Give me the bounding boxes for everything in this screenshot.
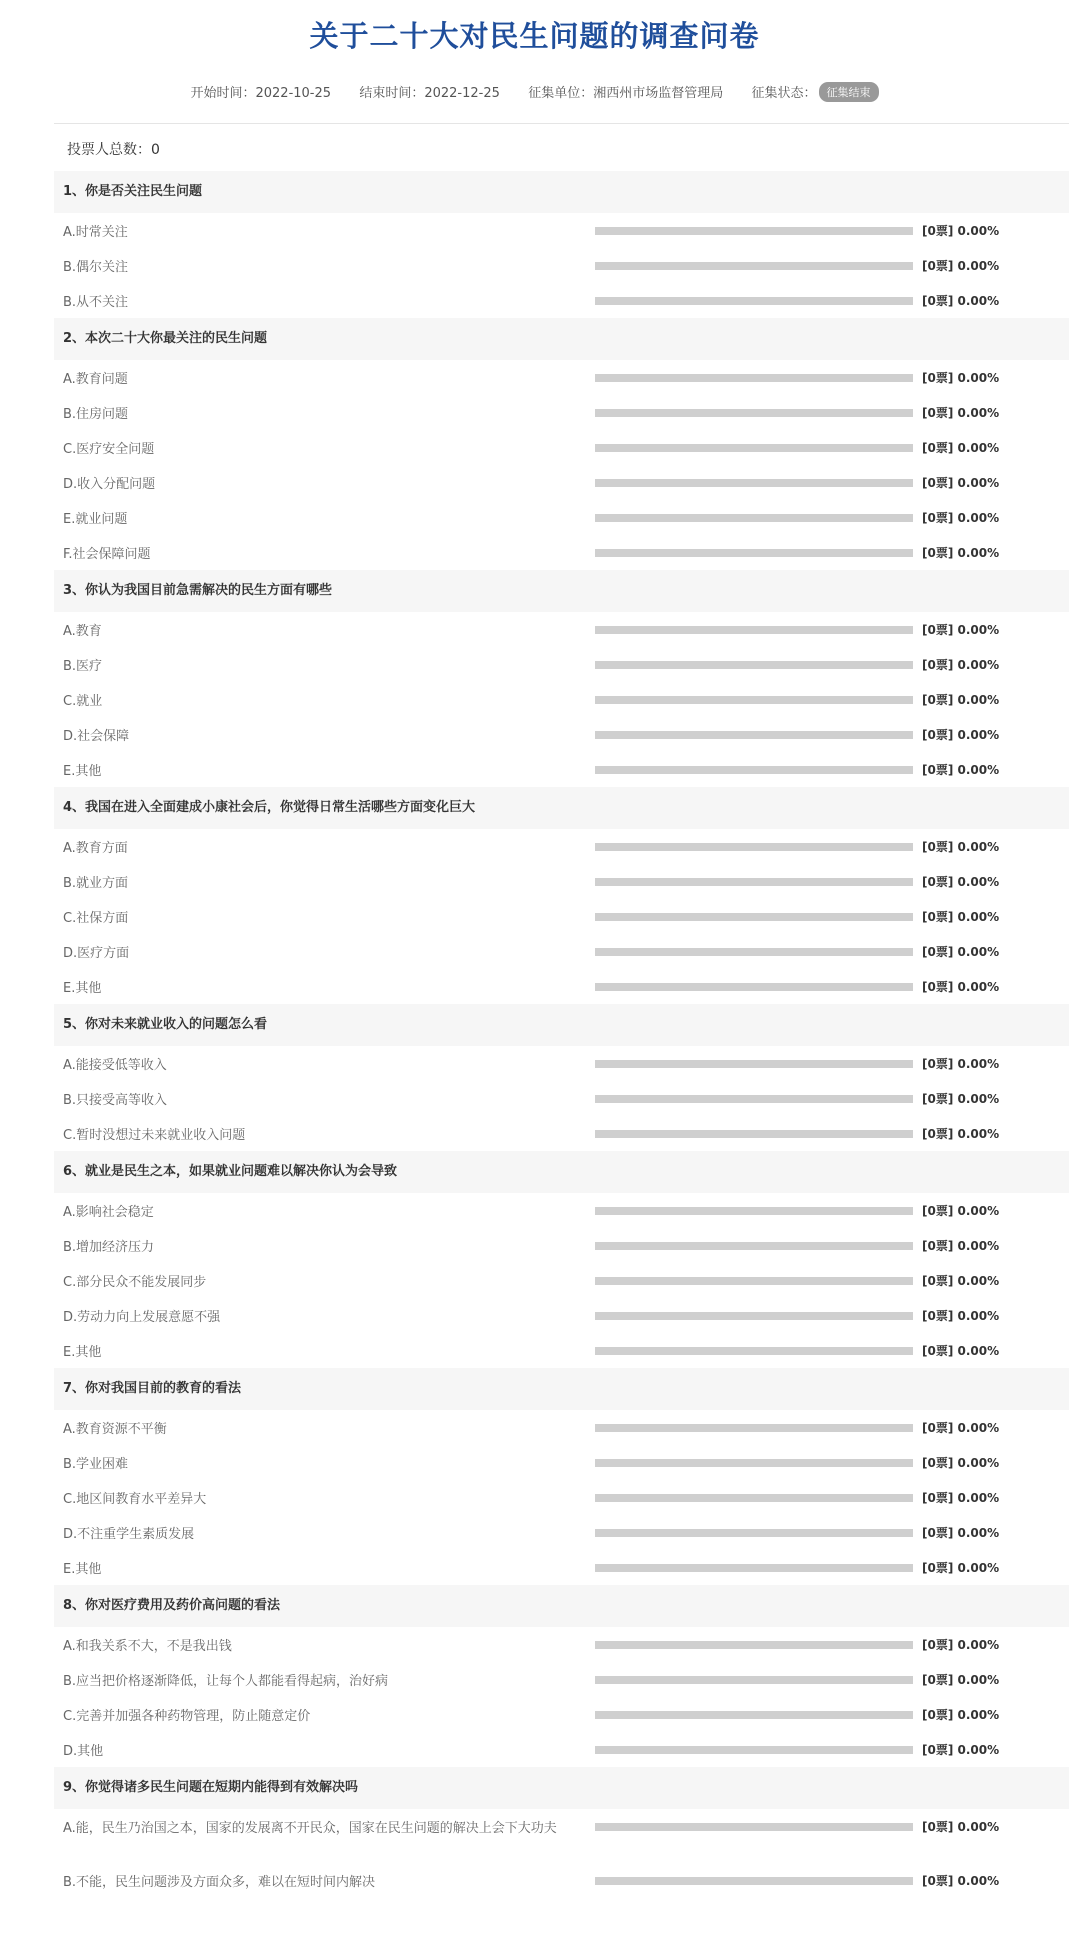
vote-progress-bar [595, 1564, 913, 1572]
vote-progress-bar [595, 1877, 913, 1885]
vote-stat [922, 1125, 999, 1142]
option-row [54, 248, 1069, 283]
option-label: D.其他 [63, 1744, 104, 1759]
vote-percent: 0.00% [957, 406, 1000, 420]
vote-count: [0票] [922, 980, 954, 994]
vote-stat [922, 761, 999, 778]
vote-progress-bar [595, 1676, 913, 1684]
vote-progress-bar [595, 1207, 913, 1215]
vote-progress-bar [595, 1095, 913, 1103]
vote-stat [922, 439, 999, 456]
question-block [54, 1585, 1069, 1767]
vote-progress-bar [595, 661, 913, 669]
question-title: 5、你对未来就业收入的问题怎么看 [54, 1004, 1069, 1046]
vote-count: [0票] [922, 1344, 954, 1358]
vote-count: [0票] [922, 875, 954, 889]
option-label: C.完善并加强各种药物管理，防止随意定价 [63, 1709, 311, 1724]
option-row [54, 213, 1069, 248]
question-title: 9、你觉得诸多民生问题在短期内能得到有效解决吗 [54, 1767, 1069, 1809]
vote-stat [922, 656, 999, 673]
question-block [54, 171, 1069, 318]
question-block [54, 318, 1069, 570]
vote-stat [922, 1454, 999, 1471]
vote-stat [922, 222, 999, 239]
option-label: A.能，民生乃治国之本，国家的发展离不开民众，国家在民生问题的解决上会下大功夫 [63, 1821, 557, 1836]
vote-stat [922, 369, 999, 386]
vote-percent: 0.00% [957, 875, 1000, 889]
option-label: B.应当把价格逐渐降低，让每个人都能看得起病，治好病 [63, 1674, 389, 1689]
option-row [54, 899, 1069, 934]
vote-count: [0票] [922, 1057, 954, 1071]
vote-percent: 0.00% [957, 840, 1000, 854]
option-row [54, 500, 1069, 535]
vote-count: [0票] [922, 224, 954, 238]
header-divider [54, 123, 1069, 124]
vote-progress-bar [595, 731, 913, 739]
vote-stat [922, 544, 999, 561]
question-title: 8、你对医疗费用及药价高问题的看法 [54, 1585, 1069, 1627]
question-title: 6、就业是民生之本，如果就业问题难以解决你认为会导致 [54, 1151, 1069, 1193]
vote-count: [0票] [922, 1309, 954, 1323]
vote-percent: 0.00% [957, 1204, 1000, 1218]
collecting-unit-value: 湘西州市场监督管理局 [593, 86, 724, 101]
end-time-label: 结束时间： [359, 86, 425, 101]
vote-percent: 0.00% [957, 693, 1000, 707]
option-label: B.学业困难 [63, 1457, 129, 1472]
vote-count: [0票] [922, 1239, 954, 1253]
vote-stat [922, 1872, 999, 1889]
vote-progress-bar [595, 843, 913, 851]
option-label: B.不能，民生问题涉及方面众多，难以在短时间内解决 [63, 1875, 376, 1890]
option-row [54, 1228, 1069, 1263]
vote-count: [0票] [922, 1820, 954, 1834]
vote-percent: 0.00% [957, 224, 1000, 238]
option-row [54, 430, 1069, 465]
vote-percent: 0.00% [957, 1526, 1000, 1540]
vote-stat [922, 1671, 999, 1688]
option-row [54, 1480, 1069, 1515]
option-label: E.其他 [63, 764, 102, 779]
vote-stat [922, 1342, 999, 1359]
vote-percent: 0.00% [957, 1561, 1000, 1575]
vote-count: [0票] [922, 693, 954, 707]
vote-stat [922, 1307, 999, 1324]
option-label: E.其他 [63, 981, 102, 996]
vote-count: [0票] [922, 1092, 954, 1106]
question-title: 4、我国在进入全面建成小康社会后，你觉得日常生活哪些方面变化巨大 [54, 787, 1069, 829]
question-title: 1、你是否关注民生问题 [54, 171, 1069, 213]
option-label: B.从不关注 [63, 295, 129, 310]
option-label: A.教育 [63, 624, 102, 639]
option-row [54, 1081, 1069, 1116]
vote-percent: 0.00% [957, 1057, 1000, 1071]
option-label: B.医疗 [63, 659, 103, 674]
vote-stat [922, 1706, 999, 1723]
option-label: D.收入分配问题 [63, 477, 156, 492]
option-label: B.增加经济压力 [63, 1240, 155, 1255]
vote-percent: 0.00% [957, 1874, 1000, 1888]
option-row [54, 1046, 1069, 1081]
vote-count: [0票] [922, 1561, 954, 1575]
option-label: A.和我关系不大，不是我出钱 [63, 1639, 232, 1654]
question-block [54, 1767, 1069, 1898]
option-label: D.医疗方面 [63, 946, 130, 961]
option-row [54, 360, 1069, 395]
vote-stat [922, 509, 999, 526]
option-label: A.教育资源不平衡 [63, 1422, 167, 1437]
vote-count: [0票] [922, 476, 954, 490]
vote-percent: 0.00% [957, 763, 1000, 777]
option-row [54, 1550, 1069, 1585]
vote-percent: 0.00% [957, 945, 1000, 959]
option-row [54, 1809, 1069, 1863]
question-block [54, 1151, 1069, 1368]
question-block [54, 787, 1069, 1004]
vote-count: [0票] [922, 1274, 954, 1288]
vote-progress-bar [595, 1823, 913, 1831]
vote-count: [0票] [922, 259, 954, 273]
option-row [54, 752, 1069, 787]
vote-percent: 0.00% [957, 371, 1000, 385]
vote-stat [922, 1818, 999, 1835]
option-label: A.教育问题 [63, 372, 128, 387]
vote-progress-bar [595, 1312, 913, 1320]
vote-stat [922, 691, 999, 708]
vote-percent: 0.00% [957, 1344, 1000, 1358]
vote-progress-bar [595, 948, 913, 956]
vote-progress-bar [595, 1060, 913, 1068]
vote-count: [0票] [922, 1421, 954, 1435]
vote-count: [0票] [922, 1204, 954, 1218]
vote-progress-bar [595, 1347, 913, 1355]
vote-percent: 0.00% [957, 1638, 1000, 1652]
vote-percent: 0.00% [957, 1743, 1000, 1757]
vote-stat [922, 474, 999, 491]
vote-count: [0票] [922, 728, 954, 742]
vote-percent: 0.00% [957, 259, 1000, 273]
vote-progress-bar [595, 514, 913, 522]
option-row [54, 1662, 1069, 1697]
vote-count: [0票] [922, 1526, 954, 1540]
option-label: D.不注重学生素质发展 [63, 1527, 195, 1542]
vote-progress-bar [595, 374, 913, 382]
vote-progress-bar [595, 262, 913, 270]
vote-progress-bar [595, 983, 913, 991]
vote-stat [922, 621, 999, 638]
vote-count: [0票] [922, 658, 954, 672]
collecting-unit-label: 征集单位： [528, 86, 594, 101]
option-label: C.医疗安全问题 [63, 442, 155, 457]
vote-stat [922, 838, 999, 855]
vote-percent: 0.00% [957, 1491, 1000, 1505]
vote-count: [0票] [922, 945, 954, 959]
option-label: B.就业方面 [63, 876, 129, 891]
vote-percent: 0.00% [957, 1456, 1000, 1470]
vote-progress-bar [595, 227, 913, 235]
option-label: D.社会保障 [63, 729, 130, 744]
option-label: E.其他 [63, 1345, 102, 1360]
option-row [54, 1627, 1069, 1662]
vote-percent: 0.00% [957, 623, 1000, 637]
end-time-value: 2022-12-25 [424, 86, 500, 101]
vote-stat [922, 726, 999, 743]
option-row [54, 934, 1069, 969]
vote-percent: 0.00% [957, 294, 1000, 308]
option-label: A.时常关注 [63, 225, 128, 240]
vote-percent: 0.00% [957, 980, 1000, 994]
option-row [54, 1263, 1069, 1298]
option-row [54, 1410, 1069, 1445]
vote-percent: 0.00% [957, 476, 1000, 490]
option-label: D.劳动力向上发展意愿不强 [63, 1310, 221, 1325]
start-time-label: 开始时间： [190, 86, 256, 101]
vote-percent: 0.00% [957, 728, 1000, 742]
vote-progress-bar [595, 1746, 913, 1754]
option-row [54, 682, 1069, 717]
vote-stat [922, 1237, 999, 1254]
question-block [54, 570, 1069, 787]
vote-percent: 0.00% [957, 441, 1000, 455]
vote-percent: 0.00% [957, 1239, 1000, 1253]
vote-count: [0票] [922, 511, 954, 525]
vote-stat [922, 404, 999, 421]
vote-progress-bar [595, 297, 913, 305]
option-row [54, 1863, 1069, 1898]
option-row [54, 535, 1069, 570]
vote-count: [0票] [922, 1638, 954, 1652]
vote-count: [0票] [922, 623, 954, 637]
vote-stat [922, 1419, 999, 1436]
vote-progress-bar [595, 1277, 913, 1285]
vote-stat [922, 943, 999, 960]
option-label: A.教育方面 [63, 841, 128, 856]
vote-progress-bar [595, 696, 913, 704]
option-row [54, 1515, 1069, 1550]
question-list [54, 171, 1069, 1898]
vote-stat [922, 1272, 999, 1289]
vote-stat [922, 1489, 999, 1506]
vote-stat [922, 873, 999, 890]
vote-percent: 0.00% [957, 1820, 1000, 1834]
option-row [54, 1193, 1069, 1228]
vote-progress-bar [595, 913, 913, 921]
vote-stat [922, 257, 999, 274]
vote-count: [0票] [922, 763, 954, 777]
vote-count: [0票] [922, 546, 954, 560]
option-label: A.影响社会稳定 [63, 1205, 154, 1220]
vote-percent: 0.00% [957, 1309, 1000, 1323]
vote-progress-bar [595, 766, 913, 774]
vote-progress-bar [595, 549, 913, 557]
vote-count: [0票] [922, 441, 954, 455]
vote-count: [0票] [922, 294, 954, 308]
vote-percent: 0.00% [957, 1274, 1000, 1288]
survey-meta [0, 82, 1069, 102]
vote-stat [922, 978, 999, 995]
option-row [54, 612, 1069, 647]
option-label: B.偶尔关注 [63, 260, 129, 275]
vote-percent: 0.00% [957, 1127, 1000, 1141]
option-row [54, 465, 1069, 500]
total-voters: 投票人总数：0 [67, 142, 160, 158]
vote-count: [0票] [922, 371, 954, 385]
option-row [54, 283, 1069, 318]
vote-percent: 0.00% [957, 1673, 1000, 1687]
option-label: A.能接受低等收入 [63, 1058, 167, 1073]
vote-progress-bar [595, 409, 913, 417]
vote-percent: 0.00% [957, 546, 1000, 560]
vote-progress-bar [595, 1494, 913, 1502]
option-label: E.就业问题 [63, 512, 128, 527]
vote-stat [922, 1636, 999, 1653]
option-label: C.地区间教育水平差异大 [63, 1492, 207, 1507]
vote-progress-bar [595, 1424, 913, 1432]
vote-percent: 0.00% [957, 658, 1000, 672]
vote-count: [0票] [922, 1708, 954, 1722]
vote-percent: 0.00% [957, 1092, 1000, 1106]
vote-stat [922, 1524, 999, 1541]
status-badge: 征集结束 [819, 82, 879, 102]
collecting-status-label: 征集状态： [751, 86, 817, 101]
vote-stat [922, 1055, 999, 1072]
vote-count: [0票] [922, 406, 954, 420]
option-row [54, 1732, 1069, 1767]
vote-count: [0票] [922, 1456, 954, 1470]
option-row [54, 1298, 1069, 1333]
option-row [54, 829, 1069, 864]
vote-percent: 0.00% [957, 910, 1000, 924]
option-row [54, 1697, 1069, 1732]
vote-progress-bar [595, 1529, 913, 1537]
vote-count: [0票] [922, 1127, 954, 1141]
question-block [54, 1004, 1069, 1151]
vote-stat [922, 1090, 999, 1107]
option-label: E.其他 [63, 1562, 102, 1577]
vote-progress-bar [595, 444, 913, 452]
vote-progress-bar [595, 626, 913, 634]
option-row [54, 717, 1069, 752]
vote-progress-bar [595, 878, 913, 886]
vote-stat [922, 292, 999, 309]
vote-count: [0票] [922, 1673, 954, 1687]
vote-stat [922, 908, 999, 925]
option-row [54, 395, 1069, 430]
option-label: C.社保方面 [63, 911, 129, 926]
vote-stat [922, 1559, 999, 1576]
start-time-value: 2022-10-25 [255, 86, 332, 101]
vote-count: [0票] [922, 1743, 954, 1757]
vote-progress-bar [595, 1459, 913, 1467]
page-title: 关于二十大对民生问题的调查问卷 [309, 19, 760, 53]
vote-count: [0票] [922, 1491, 954, 1505]
option-row [54, 647, 1069, 682]
option-row [54, 1333, 1069, 1368]
option-label: C.暂时没想过未来就业收入问题 [63, 1128, 246, 1143]
question-title: 2、本次二十大你最关注的民生问题 [54, 318, 1069, 360]
vote-count: [0票] [922, 1874, 954, 1888]
vote-stat [922, 1741, 999, 1758]
option-row [54, 1445, 1069, 1480]
vote-count: [0票] [922, 840, 954, 854]
option-label: B.住房问题 [63, 407, 129, 422]
vote-progress-bar [595, 1242, 913, 1250]
vote-percent: 0.00% [957, 511, 1000, 525]
vote-percent: 0.00% [957, 1421, 1000, 1435]
vote-progress-bar [595, 479, 913, 487]
vote-progress-bar [595, 1711, 913, 1719]
vote-progress-bar [595, 1641, 913, 1649]
option-label: B.只接受高等收入 [63, 1093, 168, 1108]
option-label: C.部分民众不能发展同步 [63, 1275, 207, 1290]
vote-percent: 0.00% [957, 1708, 1000, 1722]
option-row [54, 864, 1069, 899]
vote-progress-bar [595, 1130, 913, 1138]
question-block [54, 1368, 1069, 1585]
vote-count: [0票] [922, 910, 954, 924]
option-row [54, 1116, 1069, 1151]
vote-stat [922, 1202, 999, 1219]
question-title: 3、你认为我国目前急需解决的民生方面有哪些 [54, 570, 1069, 612]
question-title: 7、你对我国目前的教育的看法 [54, 1368, 1069, 1410]
option-label: C.就业 [63, 694, 103, 709]
option-label: F.社会保障问题 [63, 547, 151, 562]
option-row [54, 969, 1069, 1004]
